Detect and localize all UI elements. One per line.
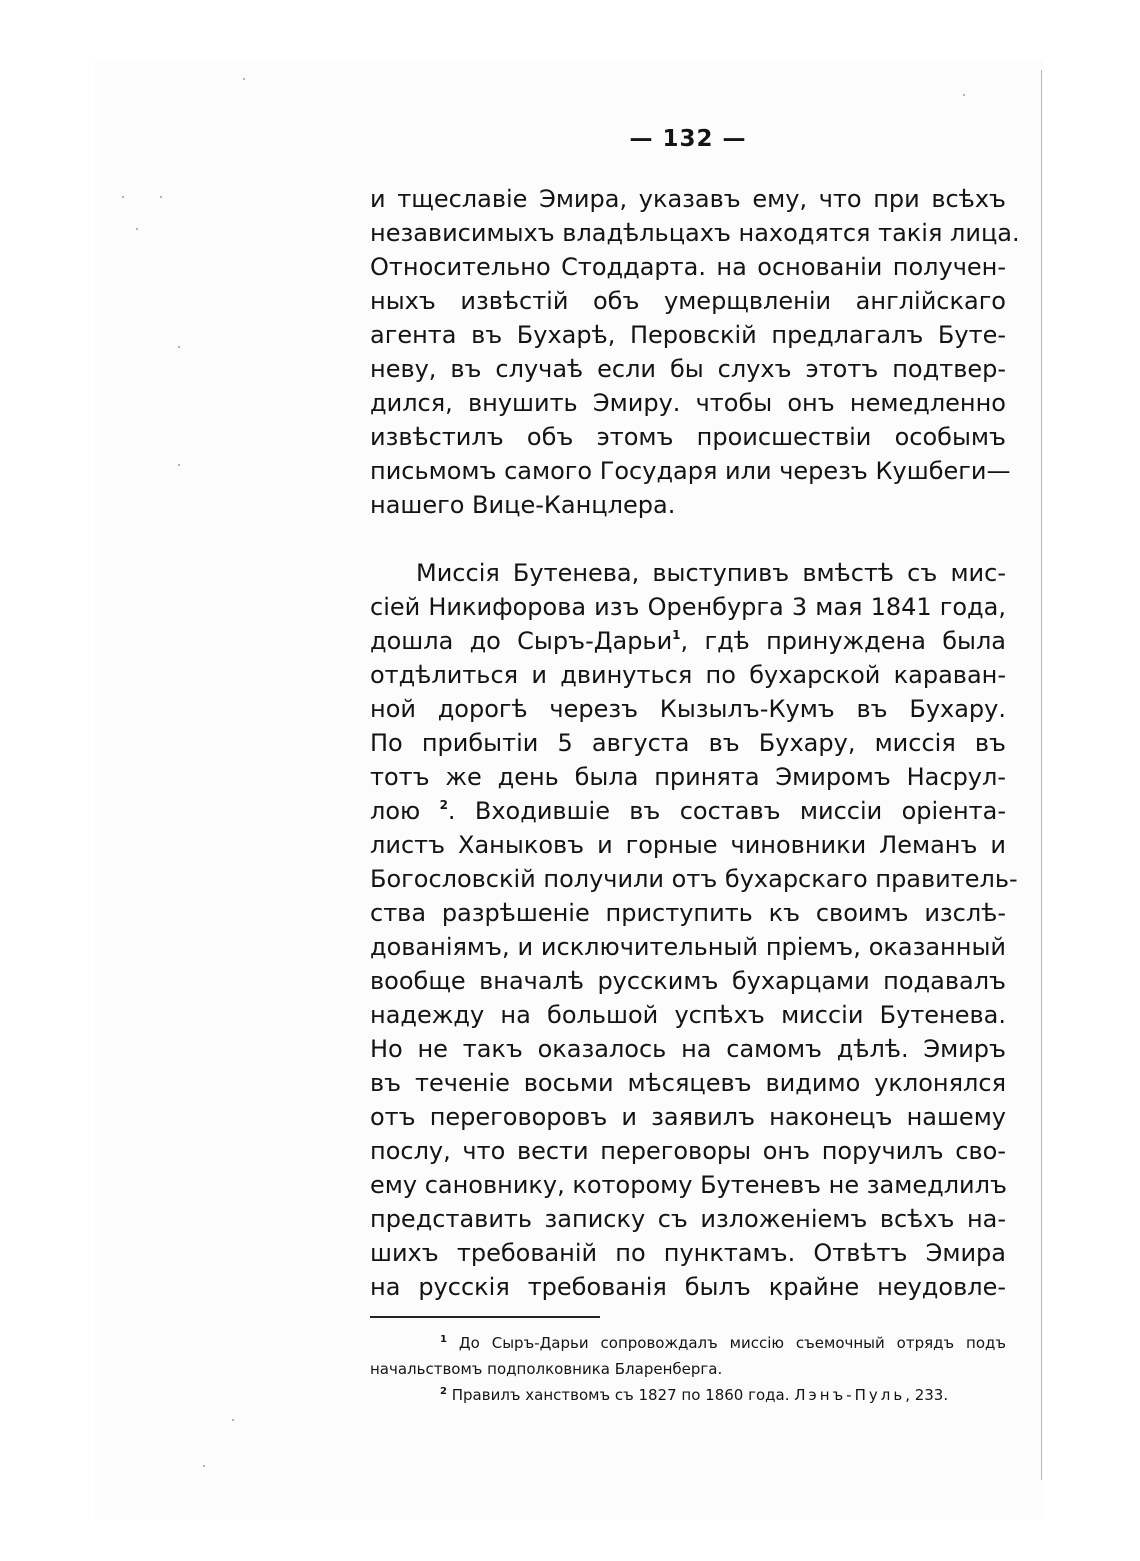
scan-speck <box>232 1419 234 1421</box>
text-line: нашего Вице-Канцлера. <box>370 491 676 519</box>
text-line: письмомъ самого Государя или черезъ Кушбеги— <box>370 457 1011 485</box>
footnote-1-text: До Сыръ-Дарьи сопровождалъ миссію съемочный отрядъ подъ <box>458 1334 1006 1352</box>
text-line: извѣстилъ объ этомъ происшествіи особымъ <box>370 423 1006 451</box>
text-line: ему сановнику, которому Бутеневъ не замедлилъ <box>370 1171 1007 1199</box>
scan-speck <box>178 346 180 348</box>
footnote-marker-1: 1 <box>672 628 681 642</box>
text-line: неву, въ случаѣ если бы слухъ этотъ подтвер- <box>370 355 1006 383</box>
text-line: въ теченіе восьми мѣсяцевъ видимо уклонялся <box>370 1069 1006 1097</box>
text-line: отъ переговоровъ и заявилъ наконецъ нашему <box>370 1103 1006 1131</box>
footnote-1-line <box>370 1330 1006 1356</box>
text-line: сіей Никифорова изъ Оренбурга 3 мая 1841 года, <box>370 593 1006 621</box>
text-line: тотъ же день была принята Эмиромъ Насрул- <box>370 763 1006 791</box>
scan-speck <box>160 196 162 198</box>
main-text <box>370 182 1020 1304</box>
scan-speck <box>178 464 180 466</box>
text-segment: лою <box>370 797 421 825</box>
text-line: листъ Ханыковъ и горные чиновники Леманъ и <box>370 831 1006 859</box>
text-line: на русскія требованія былъ крайне неудовле- <box>370 1273 1006 1301</box>
text-line: вообще вначалѣ русскимъ бухарцами подавалъ <box>370 967 1006 995</box>
page-number: — 132 — <box>629 126 747 152</box>
footnote-2-text: Правилъ ханствомъ съ 1827 по 1860 года. <box>451 1386 790 1404</box>
scan-speck <box>136 228 138 230</box>
text-line <box>370 794 1006 828</box>
text-line: шихъ требованій по пунктамъ. Отвѣтъ Эмира <box>370 1239 1006 1267</box>
text-line <box>370 624 1006 658</box>
paragraph-gap <box>370 522 1006 556</box>
footnote-2-line <box>370 1382 1006 1408</box>
text-line: Миссія Бутенева, выступивъ вмѣстѣ съ мис- <box>416 559 1006 587</box>
text-line: ства разрѣшеніе приступить къ своимъ изслѣ- <box>370 899 1006 927</box>
text-line: По прибытіи 5 августа въ Бухару, миссія въ <box>370 729 1006 757</box>
text-line: независимыхъ владѣльцахъ находятся такія лица. <box>370 219 1020 247</box>
text-line: надежду на большой успѣхъ миссіи Бутенева. <box>370 1001 1006 1029</box>
footnote-1-continuation: начальствомъ подполковника Бларенберга. <box>370 1360 723 1378</box>
page-edge-line <box>1041 70 1042 1480</box>
scan-speck <box>203 1465 205 1467</box>
text-line: послу, что вести переговоры онъ поручилъ сво- <box>370 1137 1006 1165</box>
text-line: дованіямъ, и исключительный пріемъ, оказанный <box>370 933 1006 961</box>
scan-speck <box>243 78 245 80</box>
footnotes <box>370 1330 1006 1408</box>
footnote-1-number: 1 <box>440 1334 447 1345</box>
text-line: Но не такъ оказалось на самомъ дѣлѣ. Эмиръ <box>370 1035 1006 1063</box>
scan-speck <box>963 94 965 96</box>
text-segment: дошла до Сыръ-Дарьи <box>370 627 673 655</box>
text-line: отдѣлиться и двинуться по бухарской караван- <box>370 661 1006 689</box>
text-line: ной дорогѣ черезъ Кызылъ-Кумъ въ Бухару. <box>370 695 1006 723</box>
text-line: ныхъ извѣстій объ умерщвленіи англійскаго <box>370 287 1006 315</box>
footnote-2-number: 2 <box>440 1386 447 1397</box>
text-line: и тщеславіе Эмира, указавъ ему, что при всѣхъ <box>370 185 1006 213</box>
text-segment: . Входившіе въ составъ миссіи оріента- <box>447 797 1006 825</box>
footnote-marker-2: 2 <box>439 798 448 812</box>
text-segment: , гдѣ принуждена была <box>680 627 1007 655</box>
scan-speck <box>122 196 124 198</box>
text-line: представить записку съ изложеніемъ всѣхъ на- <box>370 1205 1006 1233</box>
text-line: дился, внушить Эмиру. чтобы онъ немедленно <box>370 389 1006 417</box>
footnote-2-page: , 233. <box>905 1386 949 1404</box>
footnote-2-author: Лэнъ-Пуль <box>794 1386 906 1404</box>
footnote-divider <box>370 1316 600 1318</box>
text-line: агента въ Бухарѣ, Перовскій предлагалъ Буте- <box>370 321 1006 349</box>
text-line: Относительно Стоддарта. на основаніи получен- <box>370 253 1006 281</box>
text-line: Богословскій получили отъ бухарскаго правитель- <box>370 865 1018 893</box>
